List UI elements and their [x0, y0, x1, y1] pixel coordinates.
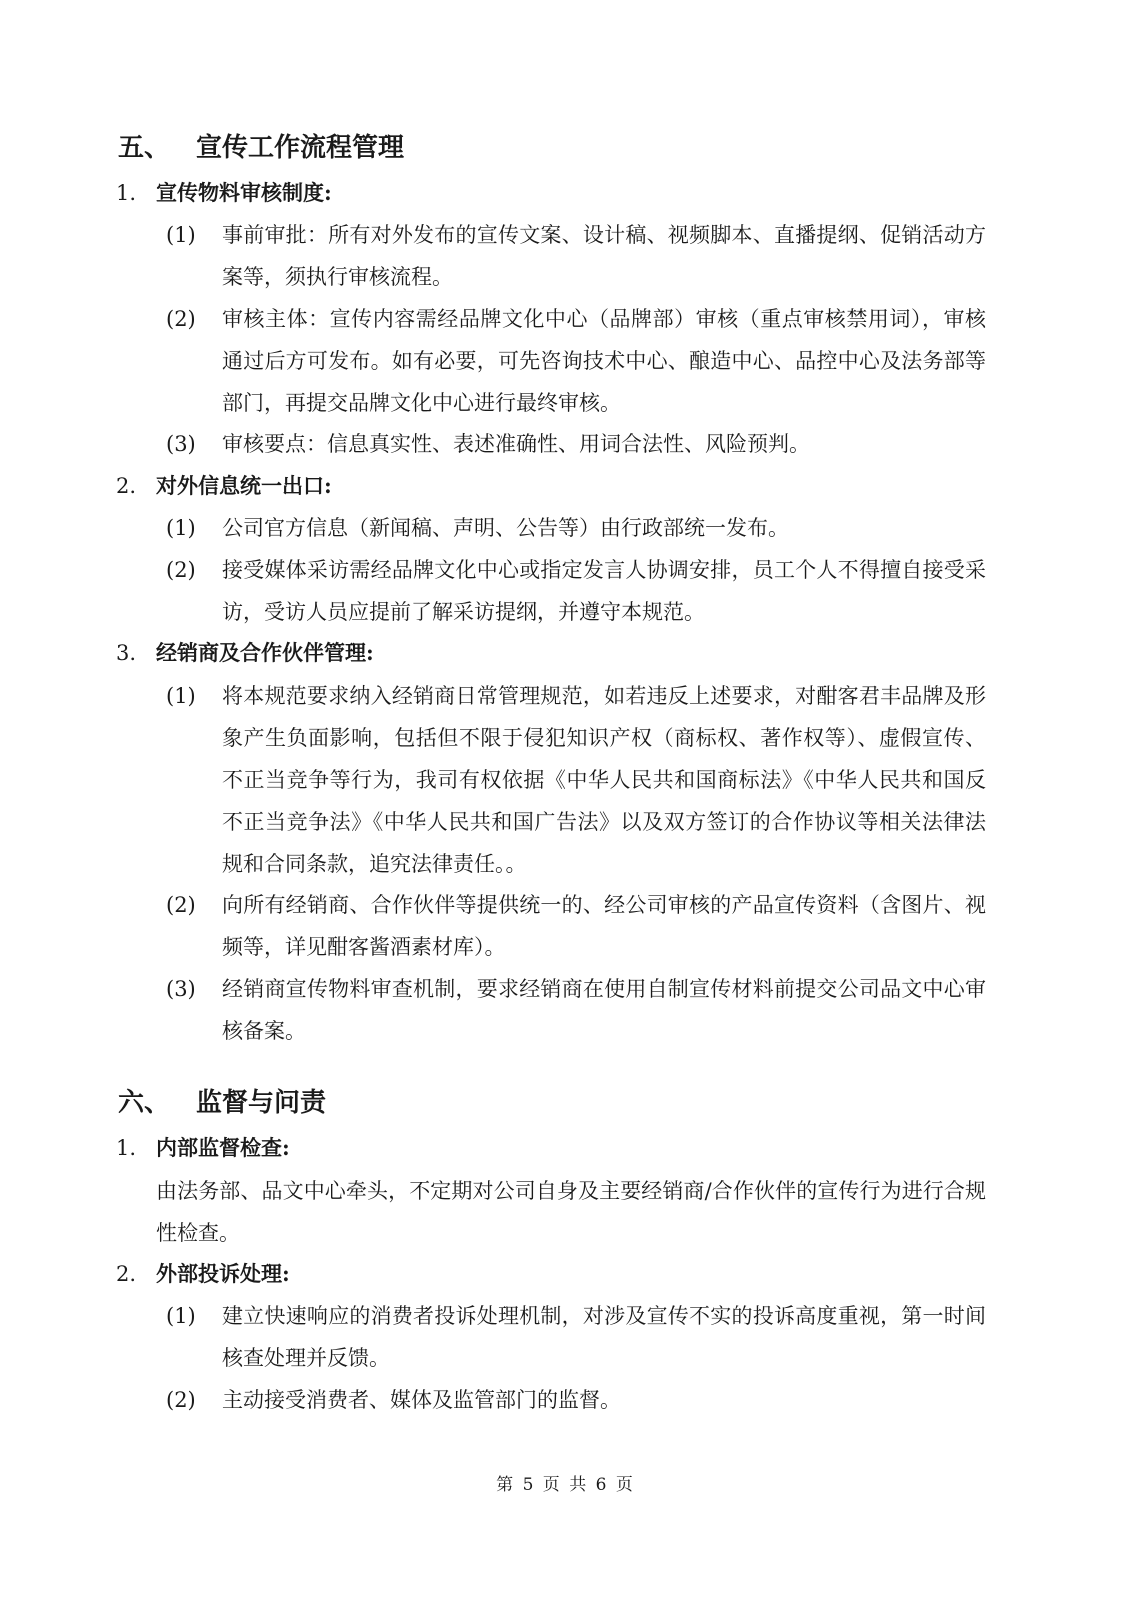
list-item: [166, 507, 986, 549]
item-number: 1.: [116, 1136, 137, 1160]
item-number: 1.: [116, 181, 137, 205]
item-label: 对外信息统一出口:: [156, 473, 332, 498]
sub-item-number: (1): [166, 516, 196, 540]
item-heading: [116, 1133, 290, 1163]
sub-item-text: 审核要点：信息真实性、表述准确性、用词合法性、风险预判。: [222, 432, 810, 456]
list-item: [166, 423, 986, 465]
list-item: [166, 968, 986, 1052]
sub-item-number: (2): [166, 893, 196, 917]
list-item: [166, 1379, 986, 1421]
sub-item-number: (3): [166, 977, 196, 1001]
item-heading: [116, 1259, 290, 1289]
list-item: [166, 214, 986, 298]
sub-item-number: (1): [166, 223, 196, 247]
list-item: [166, 549, 986, 633]
sub-item-number: (1): [166, 1304, 196, 1328]
list-item: [166, 884, 986, 968]
sub-item-text: 接受媒体采访需经品牌文化中心或指定发言人协调安排，员工个人不得擅自接受采访，受访人员应提前了解采访提纲，并遵守本规范。: [222, 558, 986, 624]
paragraph: 由法务部、品文中心牵头，不定期对公司自身及主要经销商/合作伙伴的宣传行为进行合规性检查。: [156, 1179, 986, 1245]
section-title: 监督与问责: [196, 1088, 327, 1118]
sub-item-number: (1): [166, 684, 196, 708]
sub-item-text: 事前审批：所有对外发布的宣传文案、设计稿、视频脚本、直播提纲、促销活动方案等，须执行审核流程。: [222, 223, 986, 289]
item-number: 3.: [116, 641, 137, 665]
section-5-heading: [118, 131, 404, 165]
list-item: [166, 675, 986, 885]
item-heading: [116, 471, 332, 501]
sub-item-text: 主动接受消费者、媒体及监管部门的监督。: [222, 1388, 621, 1412]
item-number: 2.: [116, 474, 137, 498]
sub-item-text: 建立快速响应的消费者投诉处理机制，对涉及宣传不实的投诉高度重视，第一时间核查处理并反馈。: [222, 1304, 986, 1370]
item-label: 宣传物料审核制度:: [156, 180, 332, 205]
item-heading: [116, 178, 332, 208]
sub-item-text: 审核主体：宣传内容需经品牌文化中心（品牌部）审核（重点审核禁用词），审核通过后方可发布。如有必要，可先咨询技术中心、酿造中心、品控中心及法务部等部门，再提交品牌文化中心进行最终审核。: [222, 307, 986, 415]
section-title: 宣传工作流程管理: [196, 133, 405, 163]
item-label: 外部投诉处理:: [156, 1261, 290, 1286]
list-item: [166, 298, 986, 424]
sub-item-text: 经销商宣传物料审查机制，要求经销商在使用自制宣传材料前提交公司品文中心审核备案。: [222, 977, 986, 1043]
item-heading: [116, 638, 374, 668]
sub-item-text: 将本规范要求纳入经销商日常管理规范，如若违反上述要求，对酣客君丰品牌及形象产生负面影响，包括但不限于侵犯知识产权（商标权、著作权等）、虚假宣传、不正当竞争等行为，我司有权依据《中华人民共和国商标法》《中华人民共和国反不正当竞争法》《中华人民共和国广告法》以及双方签订的合作协议等相关法律法规和合同条款，追究法律责任。。: [222, 684, 986, 876]
section-6-heading: [118, 1086, 326, 1120]
item-number: 2.: [116, 1262, 137, 1286]
sub-item-number: (2): [166, 307, 196, 331]
sub-item-text: 公司官方信息（新闻稿、声明、公告等）由行政部统一发布。: [222, 516, 789, 540]
section-number: 五、: [118, 133, 171, 163]
sub-item-number: (3): [166, 432, 196, 456]
page-number-footer: 第 5 页 共 6 页: [496, 1475, 635, 1495]
sub-item-number: (2): [166, 558, 196, 582]
section-number: 六、: [118, 1088, 171, 1118]
sub-item-number: (2): [166, 1388, 196, 1412]
sub-item-text: 向所有经销商、合作伙伴等提供统一的、经公司审核的产品宣传资料（含图片、视频等，详见酣客酱酒素材库）。: [222, 893, 986, 959]
item-label: 内部监督检查:: [156, 1135, 290, 1160]
list-item: [166, 1295, 986, 1379]
item-label: 经销商及合作伙伴管理:: [156, 640, 374, 665]
